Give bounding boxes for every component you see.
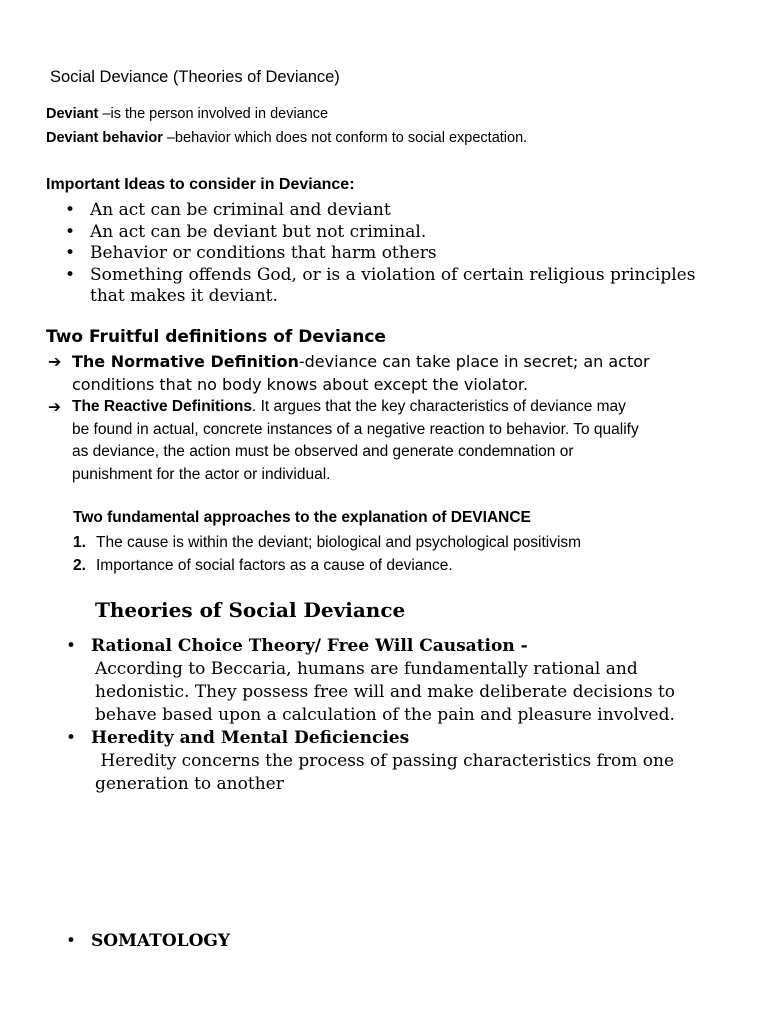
list-item: • Rational Choice Theory/ Free Will Causation - According to Beccaria, humans are fundamentally rational and hedonistic. They possess free will and make deliberate decisions to behave based upon a calculation of the pain and pleasure involved.	[91, 635, 675, 727]
theory-title: Rational Choice Theory/ Free Will Causation -	[91, 636, 528, 656]
bullet-icon: •	[66, 931, 77, 951]
normative-definition: ➔ The Normative Definition-deviance can take place in secret; an actor conditions that no body knows about except the violator.	[48, 352, 650, 394]
theories-list	[91, 635, 675, 796]
list-item: • Something offends God, or is a violation of certain religious principles	[90, 265, 695, 287]
definition-text: –behavior which does not conform to social expectation.	[162, 130, 528, 146]
definition-term: Deviant	[46, 106, 99, 122]
list-item: • Behavior or conditions that harm others	[90, 243, 695, 265]
list-item: • An act can be criminal and deviant	[90, 200, 695, 222]
fruitful-heading: Two Fruitful definitions of Deviance	[46, 327, 386, 347]
definition-deviant-behavior	[46, 130, 527, 146]
definition-term: The Reactive Definitions	[72, 398, 253, 415]
ideas-list	[90, 200, 695, 308]
theories-heading: Theories of Social Deviance	[95, 598, 406, 622]
arrow-right-icon: ➔	[48, 398, 61, 416]
list-item: • Heredity and Mental Deficiencies Heredity concerns the process of passing characteristics from one generation to another	[91, 727, 675, 796]
definition-term: The Normative Definition	[72, 352, 299, 371]
theory-title-somatology: SOMATOLOGY	[91, 931, 231, 951]
definition-text: –is the person involved in deviance	[98, 106, 329, 122]
list-item: • An act can be deviant but not criminal.	[90, 222, 695, 244]
arrow-right-icon: ➔	[48, 352, 62, 371]
approaches-list	[73, 531, 581, 577]
list-item: 2. Importance of social factors as a cause of deviance.	[73, 557, 453, 574]
definition-deviant	[46, 106, 328, 122]
theory-title: Heredity and Mental Deficiencies	[91, 728, 410, 748]
definition-term: Deviant behavior	[46, 130, 163, 146]
page-title: Social Deviance (Theories of Deviance)	[50, 68, 340, 86]
approaches-heading: Two fundamental approaches to the explanation of DEVIANCE	[73, 509, 531, 526]
list-item-continuation: that makes it deviant.	[90, 286, 278, 306]
ideas-heading: Important Ideas to consider in Deviance:	[46, 176, 355, 193]
reactive-definition: ➔ The Reactive Definitions. It argues that the key characteristics of deviance may be found in actual, concrete instances of a negative reaction to behavior. To qualify as deviance, the action must be observed and generate condemnation or punishment for the actor or individual.	[48, 398, 639, 483]
list-item: 1. The cause is within the deviant; biological and psychological positivism	[73, 534, 582, 551]
